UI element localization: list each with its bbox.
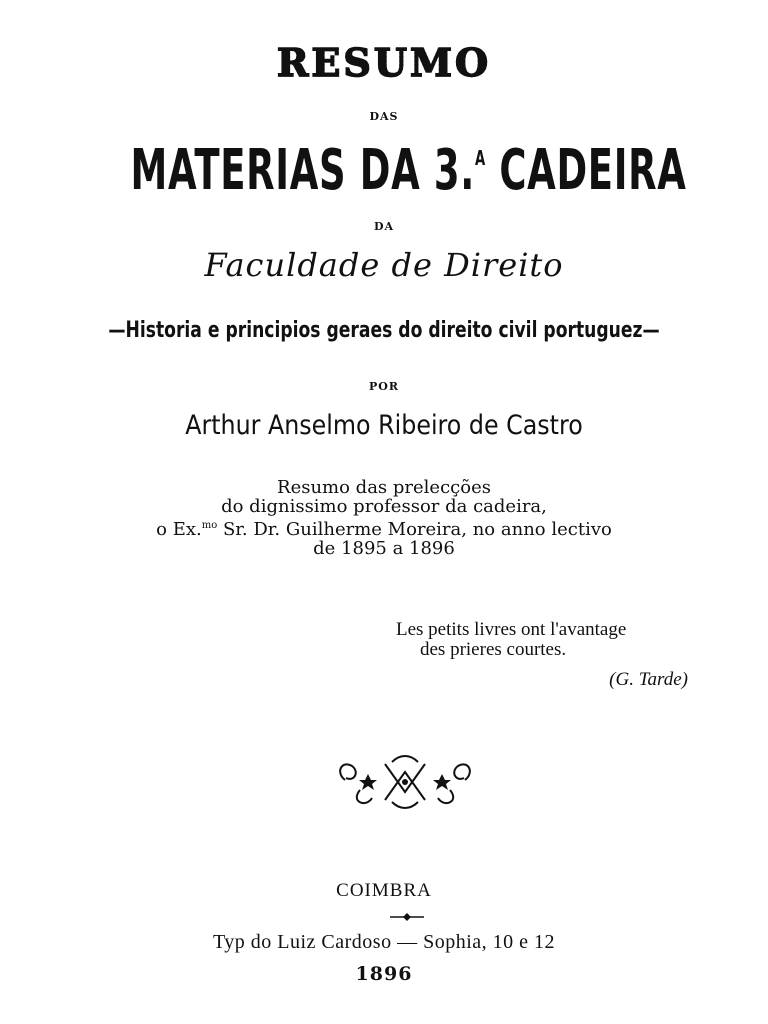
epigraph-line-1: Les petits livres ont l'avantage bbox=[396, 619, 627, 640]
label-da: DA bbox=[373, 220, 395, 233]
author-name: Arthur Anselmo Ribeiro de Castro bbox=[185, 410, 583, 441]
subject-subtitle: —Historia e principios geraes do direito civil portuguez— bbox=[108, 318, 660, 343]
imprint-printer: Typ do Luiz Cardoso — Sophia, 10 e 12 bbox=[212, 931, 556, 953]
ornament-icon bbox=[330, 752, 480, 812]
dash-ornament-icon bbox=[390, 912, 424, 922]
label-das: DAS bbox=[369, 110, 399, 123]
summary-line-4: de 1895 a 1896 bbox=[313, 538, 455, 559]
epigraph bbox=[396, 620, 746, 690]
summary-block bbox=[0, 478, 768, 558]
epigraph-line-2: des prieres courtes. bbox=[420, 639, 567, 660]
imprint-year: 1896 bbox=[355, 963, 413, 985]
summary-line-2: do dignissimo professor da cadeira, bbox=[221, 496, 547, 517]
summary-line-3: o Ex.$^{mo}$ Sr. Dr. Guilherme Moreira, no anno lectivo bbox=[156, 519, 612, 540]
imprint-city: COIMBRA bbox=[336, 880, 432, 901]
faculty-name: Faculdade de Direito bbox=[204, 246, 564, 284]
label-por: POR bbox=[369, 380, 399, 393]
title-resumo: RESUMO bbox=[276, 40, 492, 85]
title-materias: MATERIAS DA 3.$^A$ CADEIRA bbox=[130, 138, 687, 203]
epigraph-attribution: (G. Tarde) bbox=[609, 669, 688, 690]
summary-line-1: Resumo das prelecções bbox=[277, 477, 491, 498]
